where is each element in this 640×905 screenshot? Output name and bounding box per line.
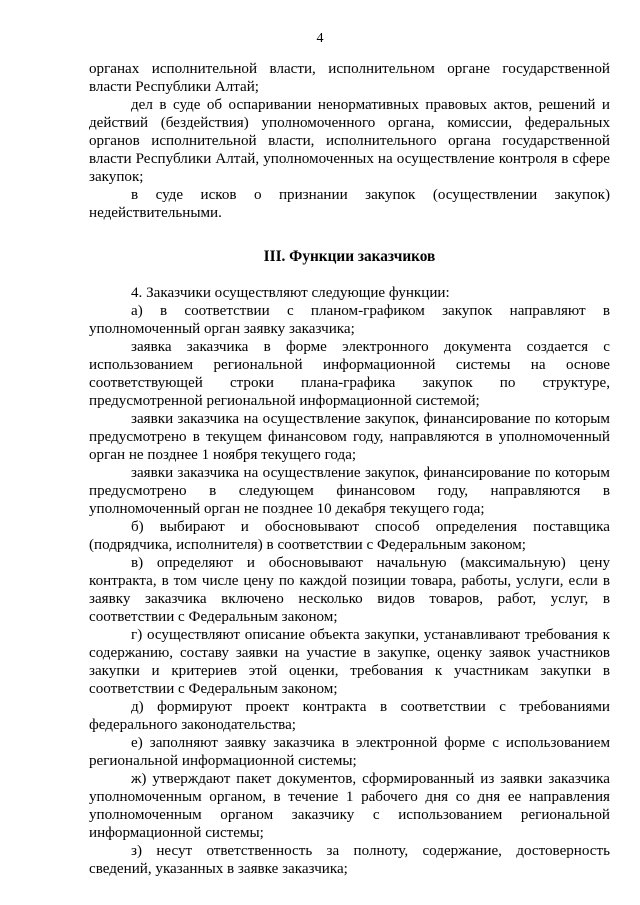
section-title: III. Функции заказчиков (263, 248, 436, 265)
paragraph-intro-court-claims: в суде исков о признании закупок (осуществлении закупок) недействительными. (89, 187, 610, 221)
paragraph-function-zh: ж) утверждают пакет документов, сформированный из заявки заказчика уполномоченным органом, в течение 1 рабочего дня со дня ее направления уполномоченным органом заказчику с использованием региональной информационной системы; (89, 771, 610, 841)
paragraph-function-v: в) определяют и обосновывают начальную (максимальную) цену контракта, в том числе цену по каждой позиции товара, работы, услуги, если в заявку заказчика включено несколько видов товаров, работ, услуг, в соответствии с Федеральным законом; (89, 555, 610, 625)
paragraph-function-z: з) несут ответственность за полноту, содержание, достоверность сведений, указанных в заявке заказчика; (89, 843, 610, 877)
paragraph-functions-intro: 4. Заказчики осуществляют следующие функции: (131, 285, 450, 301)
page-number: 4 (316, 31, 324, 46)
paragraph-function-d: д) формируют проект контракта в соответствии с требованиями федерального законодательства; (89, 699, 610, 733)
paragraph-function-b: б) выбирают и обосновывают способ определения поставщика (подрядчика, исполнителя) в соответствии с Федеральным законом; (89, 519, 610, 553)
paragraph-function-a: а) в соответствии с планом-графиком закупок направляют в уполномоченный орган заявку заказчика; (89, 303, 610, 337)
paragraph-function-g: г) осуществляют описание объекта закупки, устанавливают требования к содержанию, составу заявки на участие в закупке, оценку заявок участников закупки и критериев этой оценки, требования к участникам закупки в соответствии с Федеральным законом; (89, 627, 610, 697)
paragraph-request-electronic: заявка заказчика в форме электронного документа создается с использованием региональной информационной системы на основе соответствующей строки плана-графика закупок по структуре, предусмотренной региональной информационной системой; (89, 339, 610, 409)
paragraph-intro-court-cases: дел в суде об оспаривании ненормативных правовых актов, решений и действий (бездействия) уполномоченного органа, комиссии, федеральных органов исполнительной власти, исполнительного органа государственной власти Республики Алтай, уполномоченных на осуществление контроля в сфере закупок; (89, 97, 610, 185)
paragraph-request-current-year: заявки заказчика на осуществление закупок, финансирование по которым предусмотрено в текущем финансовом году, направляются в уполномоченный орган не позднее 1 ноября текущего года; (89, 411, 610, 463)
paragraph-request-next-year: заявки заказчика на осуществление закупок, финансирование по которым предусмотрено в следующем финансовом году, направляются в уполномоченный орган не позднее 10 декабря текущего года; (89, 465, 610, 517)
paragraph-function-e: е) заполняют заявку заказчика в электронной форме с использованием региональной информационной системы; (89, 735, 610, 769)
paragraph-intro-continuation: органах исполнительной власти, исполнительном органе государственной власти Республики Алтай; (89, 61, 610, 95)
document-body (89, 60, 610, 878)
